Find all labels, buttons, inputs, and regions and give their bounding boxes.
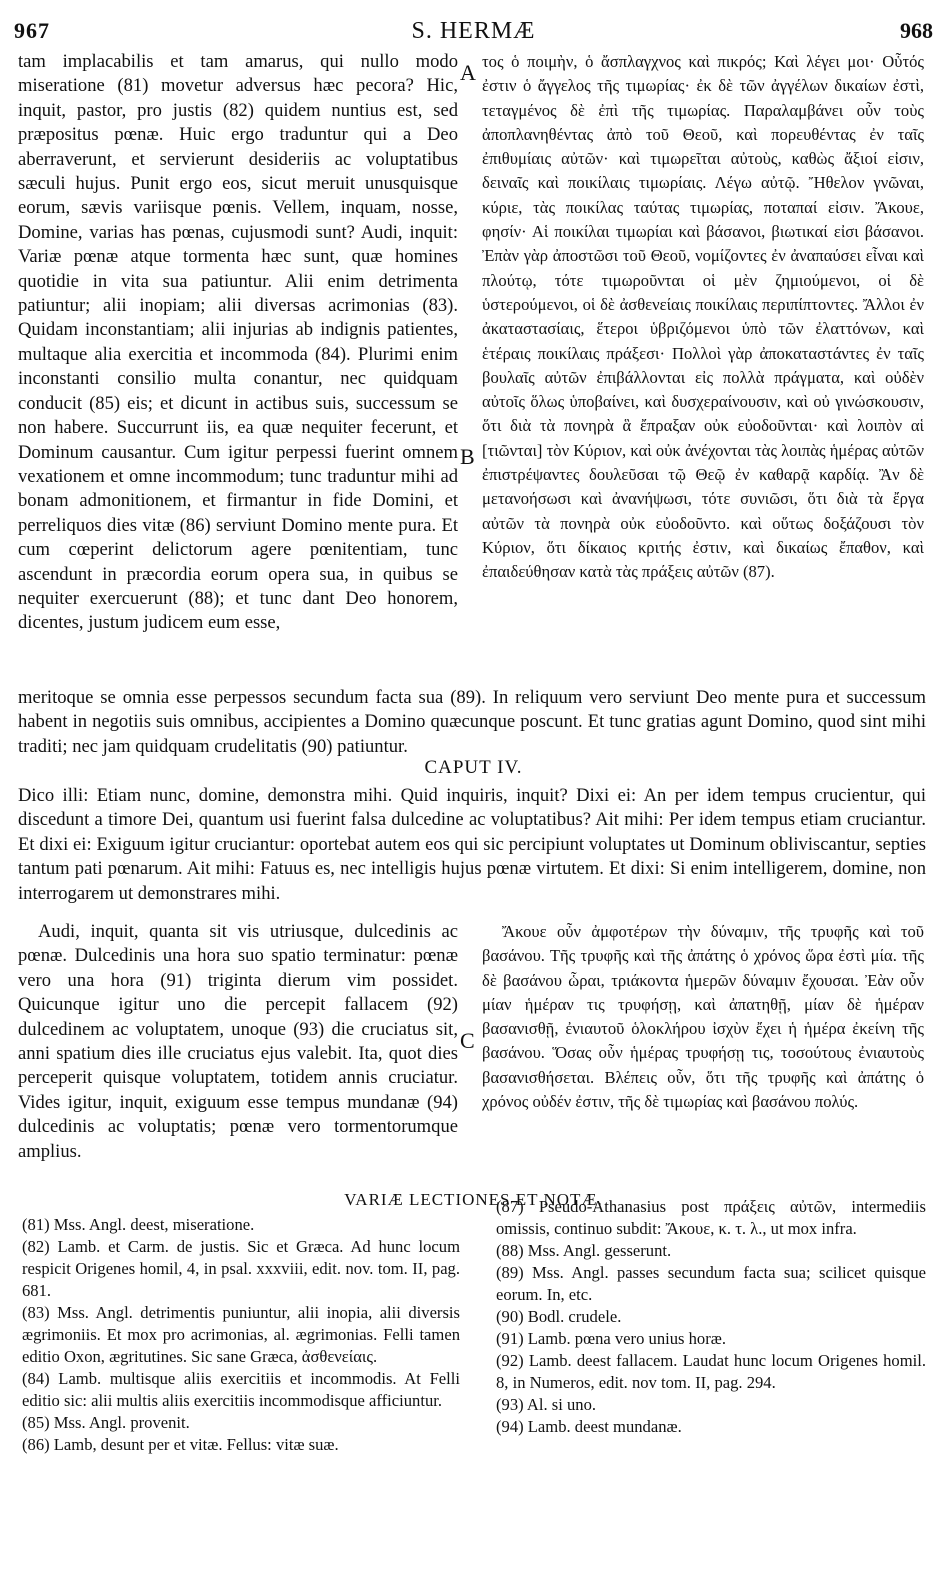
chapter-heading: CAPUT IV. — [424, 757, 523, 778]
section-marker-b: B — [460, 444, 475, 469]
running-title: S. HERMÆ — [411, 18, 536, 44]
latin-paragraph-1: tam implacabilis et tam amarus, qui nullo modo miseratione (81) movetur adversus hæc pecora? Hic, inquit, pastor, pro justis (82) quidem nuntius est, sed præpositus pœnæ. Huic ergo traduntur qui a Deo aberraverunt, et servierunt desideriis ac voluptatibus sæculi hujus. Punit ergo eos, sicut meruit unusquisque eorum, sævis variisque pœnis. Vellem, inquam, nosse, Domine, varias has pœnas, cujusmodi sunt? Audi, inquit: Variæ pœnæ atque tormenta hæc sunt, quæ homines quotidie in vita sua patiuntur. Alii enim detrimenta patiuntur; alii inopiam; alii diversas acrimonias (83). Quidam inconstantiam; alii injurias ab indignis patientes, multaque alia exercitia et incommoda (84). Plurimi enim inconstanti consilio multa conantur, nec quidquam conducit (85) eis; et dicunt in actibus suis, successum se non habere. Succurrunt iis, ea quæ nequiter fecerunt, et Dominum causantur. Cum igitur perpessi fuerint omnem vexationem et omne incommodum; tunc traduntur mihi ad bonam admonitionem, et firmantur in fide Domini, et perreliquos dies vitæ (86) serviunt Domino mente pura. Et cum cœperint delictorum agere pœnitentiam, tunc ascendunt in præcordia eorum opera sua, in quibus se nequiter exercuerunt (88); et tunc dant Deo honorem, dicentes, justum judicem eum esse, — [18, 51, 458, 634]
greek-text-block-1 — [482, 50, 924, 680]
latin-paragraph-4: Audi, inquit, quanta sit vis utriusque, dulcedinis ac pœnæ. Dulcedinis una hora suo spatio terminatur: pœnæ vero una hora (91) triginta dierum vim possidet. Quicunque igitur uno die percepit fallacem (92) dulcedinem ac voluptatem, unoque (93) die cruciatus sit, anni spatium dies ille cruciatus ejus valebit. Ita, quot dies perceperit quisque voluptatem, totidem annis cruciatur. Vides igitur, inquit, exiguum esse tempus mundanæ (94) dulcedinis ac voluptatis; pœnæ vero tormentorumque amplius. — [18, 921, 458, 1162]
note-84: (84) Lamb. multisque aliis exercitiis et incommodis. At Felli editio sic: alii multis aliis exercitiis incommodisque afficiuntur. — [22, 1369, 460, 1410]
latin-paragraph-2: meritoque se omnia esse perpessos secundum facta sua (89). In reliquum vero serviunt Deo mente pura et successum habent in negotiis suis omnibus, accipientes a Domino quæcunque poscunt. Et tunc gratias agunt Domino, quod sint mihi traditi; nec jam quidquam crudelitatis (90) patiuntur. — [18, 687, 926, 757]
note-85: (85) Mss. Angl. provenit. — [22, 1413, 190, 1432]
column-number-left: 967 — [14, 18, 50, 43]
note-87: (87) Pseudo-Athanasius post πράξεις αὐτῶν, intermediis omissis, continuo subdit: Ἄκουε, κ. τ. λ., ut mox infra. — [496, 1197, 926, 1238]
section-marker-c: C — [460, 1028, 475, 1053]
greek-paragraph-1: τος ὁ ποιμὴν, ὁ ἄσπλαγχνος καὶ πικρός; Καὶ λέγει μοι· Οὗτός ἐστιν ὁ ἄγγελος τῆς τιμωρίας· ἐκ δὲ τῶν ἀγγέλων δικαίων ἐστὶ, τεταγμένος δὲ ἐπὶ τῆς τιμωρίας. Παραλαμβάνει οὖν τοὺς ἀποπλανηθέντας ἀπὸ τοῦ Θεοῦ, καὶ πορευθέντας ἐν ταῖς ἐπιθυμίαις αὐτῶν· καὶ τιμωρεῖται αὐτοὺς, καθὼς ἄξιοί εἰσιν, δειναῖς καὶ ποικίλαις τιμωρίαις. Λέγω αὐτῷ. Ἤθελον γνῶναι, κύριε, τὰς ποικίλας ταύτας τιμωρίας, ποταπαί εἰσιν. Ἄκουε, φησίν· Αἱ ποικίλαι τιμωρίαι καὶ βάσανοι, βιωτικαί εἰσι βάσανοι. Ἐπὰν γὰρ ἀποστῶσι τοῦ Θεοῦ, νομίζοντες ἐν ἀναπαύσει εἶναι καὶ πλούτῳ, τότε τιμωροῦνται οἱ μὲν ζημιούμενοι, οἱ δὲ ὑστερούμενοι, οἱ δὲ ἀσθενείαις ποικίλαις περιπίπτοντες. Ἄλλοι ἐν ἀκαταστασίαις, ἕτεροι ὑβριζόμενοι ὑπὸ τῶν ἐλαττόνων, καὶ ἑτέραις ποικίλαις πράξεσι· Πολλοὶ γὰρ ἀποκαταστάντες ἐν ταῖς βουλαῖς αὐτῶν ἐπιβάλλονται εἰς πολλὰ πράγματα, καὶ οὐδὲν αὐτοῖς ὅλως ὑποβαίνει, καὶ δυσχεραίνουσιν, καὶ οὐ γινώσκουσιν, ὅτι διὰ τὰ πονηρὰ ἃ ἔπραξαν οὐκ εὐοδοῦνται· καὶ λοιπὸν αἱ [τιῶνται] τὸν Κύριον, καὶ οὐκ ἀνέχονται τὰς λοιπὰς ἡμέρας αὐτῶν ἐπιστρέψαντες δουλεῦσαι τῷ Θεῷ ἐν καθαρᾷ καρδίᾳ. Ἂν δὲ μετανοήσωσι καὶ ἀνανήψωσι, τότε συνιῶσι, ὅτι διὰ τὰ ἔργα αὐτῶν τὰ πονηρὰ οὐκ εὐοδοῦντο. καὶ οὕτως δοξάζουσι τὸν Κύριον, ὅτι δίκαιος κριτής ἐστιν, καὶ δικαίως ἔπαθον, καὶ ἐπαιδεύθησαν κατὰ τὰς πράξεις αὐτῶν (87). — [482, 52, 924, 582]
note-83: (83) Mss. Angl. detrimentis puniuntur, alii inopia, alii diversis ægrimoniis. Et mox pro acrimonias, al. ægrimonias. Felli tamen editio Oxon, ægritutines. Sic sane Græca, ἀσθενείαις. — [22, 1303, 460, 1366]
greek-paragraph-2: Ἄκουε οὖν ἀμφοτέρων τὴν δύναμιν, τῆς τρυφῆς καὶ τοῦ βασάνου. Τῆς τρυφῆς καὶ τῆς ἀπάτης ὁ χρόνος ὥρα ἐστὶ μία. τῆς δὲ βασάνου ὧραι, τριάκοντα ἡμερῶν δύναμιν ἔχουσαι. Ἐὰν οὖν μίαν ἡμέραν τις τρυφήσῃ, καὶ ἀπατηθῇ, μίαν δὲ ἡμέραν βασανισθῇ, ἐνιαυτοῦ ὁλοκλήρου ἰσχὺν ἔχει ἡ ἡμέρα ἐκείνη τῆς βασάνου. Ὅσας οὖν ἡμέρας τρυφήσῃ τις, τοσούτους ἐνιαυτοὺς βασανισθήσεται. Βλέπεις οὖν, ὅτι τῆς τρυφῆς καὶ ἀπάτης ὁ χρόνος οὐδέν ἐστιν, τῆς δὲ τιμωρίας καὶ βασάνου πολύς. — [482, 922, 924, 1112]
latin-text-block-2 — [18, 920, 458, 1182]
column-number-right: 968 — [900, 18, 933, 43]
note-90: (90) Bodl. crudele. — [496, 1307, 622, 1326]
page-header — [10, 12, 937, 46]
note-86: (86) Lamb, desunt per et vitæ. Fellus: vitæ suæ. — [22, 1435, 339, 1454]
note-93: (93) Al. si uno. — [496, 1395, 597, 1414]
notes-heading: VARIÆ LECTIONES ET NOTÆ. — [344, 1190, 603, 1209]
note-92: (92) Lamb. deest fallacem. Laudat hunc locum Origenes homil. 8, in Numeros, edit. nov tom. II, pag. 294. — [496, 1351, 926, 1392]
latin-full-width-block-1 — [18, 686, 926, 759]
note-82: (82) Lamb. et Carm. de justis. Sic et Græca. Ad hunc locum respicit Origenes homil, 4, in psal. xxxviii, edit. nov. tom. II, pag. 681. — [22, 1237, 460, 1300]
note-94: (94) Lamb. deest mundanæ. — [496, 1417, 682, 1436]
note-91: (91) Lamb. pœna vero unius horæ. — [496, 1329, 726, 1348]
note-81: (81) Mss. Angl. deest, miseratione. — [22, 1215, 255, 1234]
greek-text-block-2 — [482, 920, 924, 1140]
latin-full-width-block-2 — [18, 784, 926, 918]
notes-column-left — [22, 1214, 460, 1574]
note-88: (88) Mss. Angl. gesserunt. — [496, 1241, 672, 1260]
section-marker-a: A — [460, 60, 476, 85]
note-89: (89) Mss. Angl. passes secundum facta sua; scilicet quisque eorum. In, etc. — [496, 1263, 926, 1304]
notes-column-right — [496, 1196, 926, 1576]
latin-text-block-1 — [18, 50, 458, 680]
latin-paragraph-3: Dico illi: Etiam nunc, domine, demonstra mihi. Quid inquiris, inquit? Dixi ei: An per idem tempus crucientur, qui discedunt a timore Dei, quantum usi fuerint falsa dulcedine ac voluptatibus? Ait mihi: Per idem tempus etiam cruciantur. Et dixi ei: Exiguum igitur cruciantur: oportebat autem eos qui sic percipiunt voluptates ut Dominum obliviscantur, septies tantum pati pœnarum. Ait mihi: Fatuus es, nec intelligis hujus pœnæ virtutem. Et dixi: Si enim intelligerem, domine, non interrogarem ut demonstrares mihi. — [18, 785, 926, 904]
